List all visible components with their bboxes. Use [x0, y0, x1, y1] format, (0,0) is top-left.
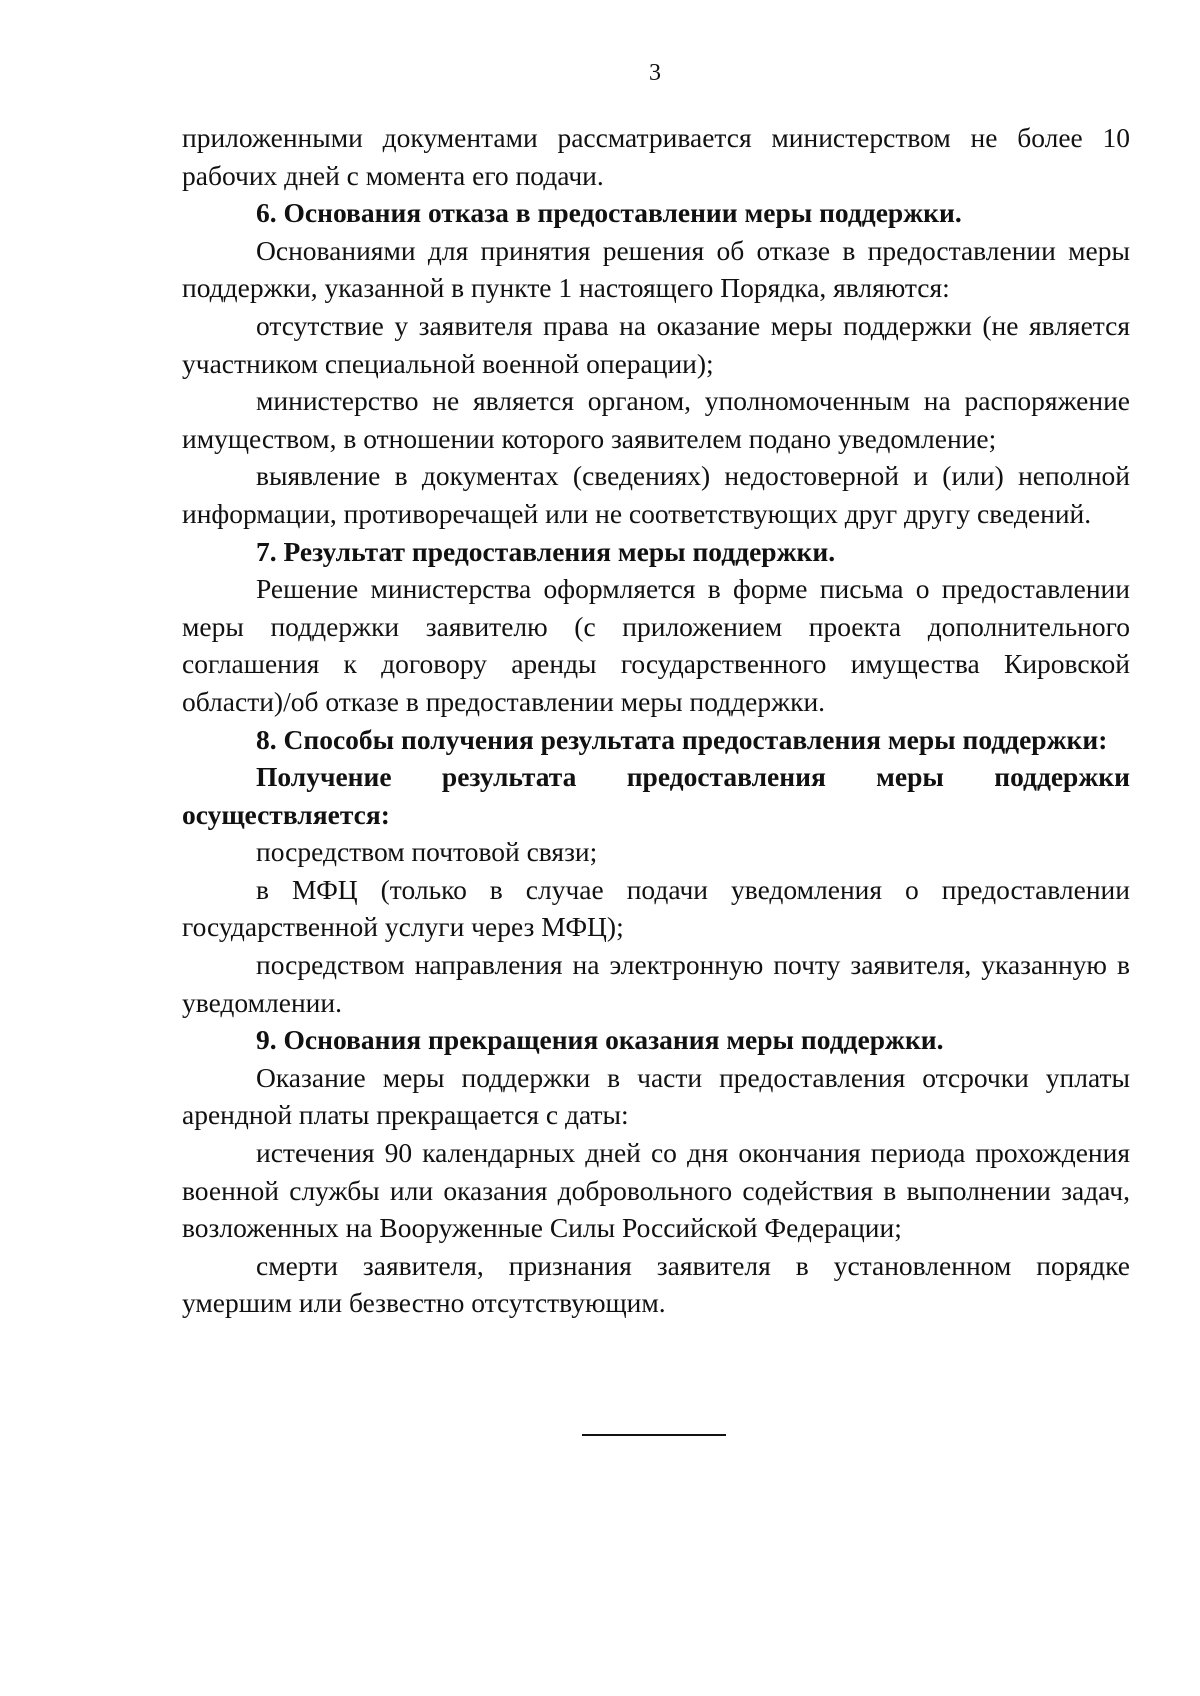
section-8-item-3: посредством направления на электронную почту заявителя, указанную в уведомлении.: [182, 949, 1130, 1018]
section-8-subheading: Получение результата предоставления меры поддержки осуществляется:: [182, 761, 1130, 830]
section-9-item-2: смерти заявителя, признания заявителя в установленном порядке умершим или безвестно отсутствующим.: [182, 1249, 1130, 1319]
section-6-item-1: отсутствие у заявителя права на оказание меры поддержки (не является участником специальной военной операции);: [182, 309, 1130, 379]
section-6-heading: 6. Основания отказа в предоставлении меры поддержки.: [256, 197, 962, 229]
section-8-item-2: в МФЦ (только в случае подачи уведомления о предоставлении государственной услуги через МФЦ);: [182, 873, 1130, 943]
paragraph-continuation: приложенными документами рассматривается министерством не более 10 рабочих дней с момента его подачи.: [182, 122, 1130, 191]
section-9-item-1: истечения 90 календарных дней со дня окончания периода прохождения военной службы или оказания добровольного содействия в выполнении задач, возложенных на Вооруженные Силы Российской Федерации;: [182, 1137, 1130, 1244]
section-8-heading: 8. Способы получения результата предоставления меры поддержки:: [256, 723, 1108, 755]
section-6-item-3: выявление в документах (сведениях) недостоверной и (или) неполной информации, противоречащей или не соответствующих друг другу сведений.: [182, 460, 1130, 529]
section-7-text: Решение министерства оформляется в форме письма о предоставлении меры поддержки заявителю (с приложением проекта дополнительного соглашения к договору аренды государственного имущества Кировской области)/об отказе в предоставлении меры поддержки.: [182, 573, 1130, 717]
section-6-item-2: министерство не является органом, уполномоченным на распоряжение имуществом, в отношении которого заявителем подано уведомление;: [182, 385, 1130, 454]
section-9-intro: Оказание меры поддержки в части предоставления отсрочки уплаты арендной платы прекращается с даты:: [182, 1061, 1130, 1131]
section-6-intro: Основаниями для принятия решения об отказе в предоставлении меры поддержки, указанной в пункте 1 настоящего Порядка, являются:: [182, 234, 1130, 304]
section-8-item-1: посредством почтовой связи;: [256, 836, 598, 868]
section-9-heading: 9. Основания прекращения оказания меры поддержки.: [256, 1024, 944, 1056]
page-number: 3: [649, 60, 661, 86]
end-of-document-rule: [582, 1434, 726, 1436]
document-body: [182, 119, 1130, 1322]
section-7-heading: 7. Результат предоставления меры поддержки.: [256, 535, 836, 567]
